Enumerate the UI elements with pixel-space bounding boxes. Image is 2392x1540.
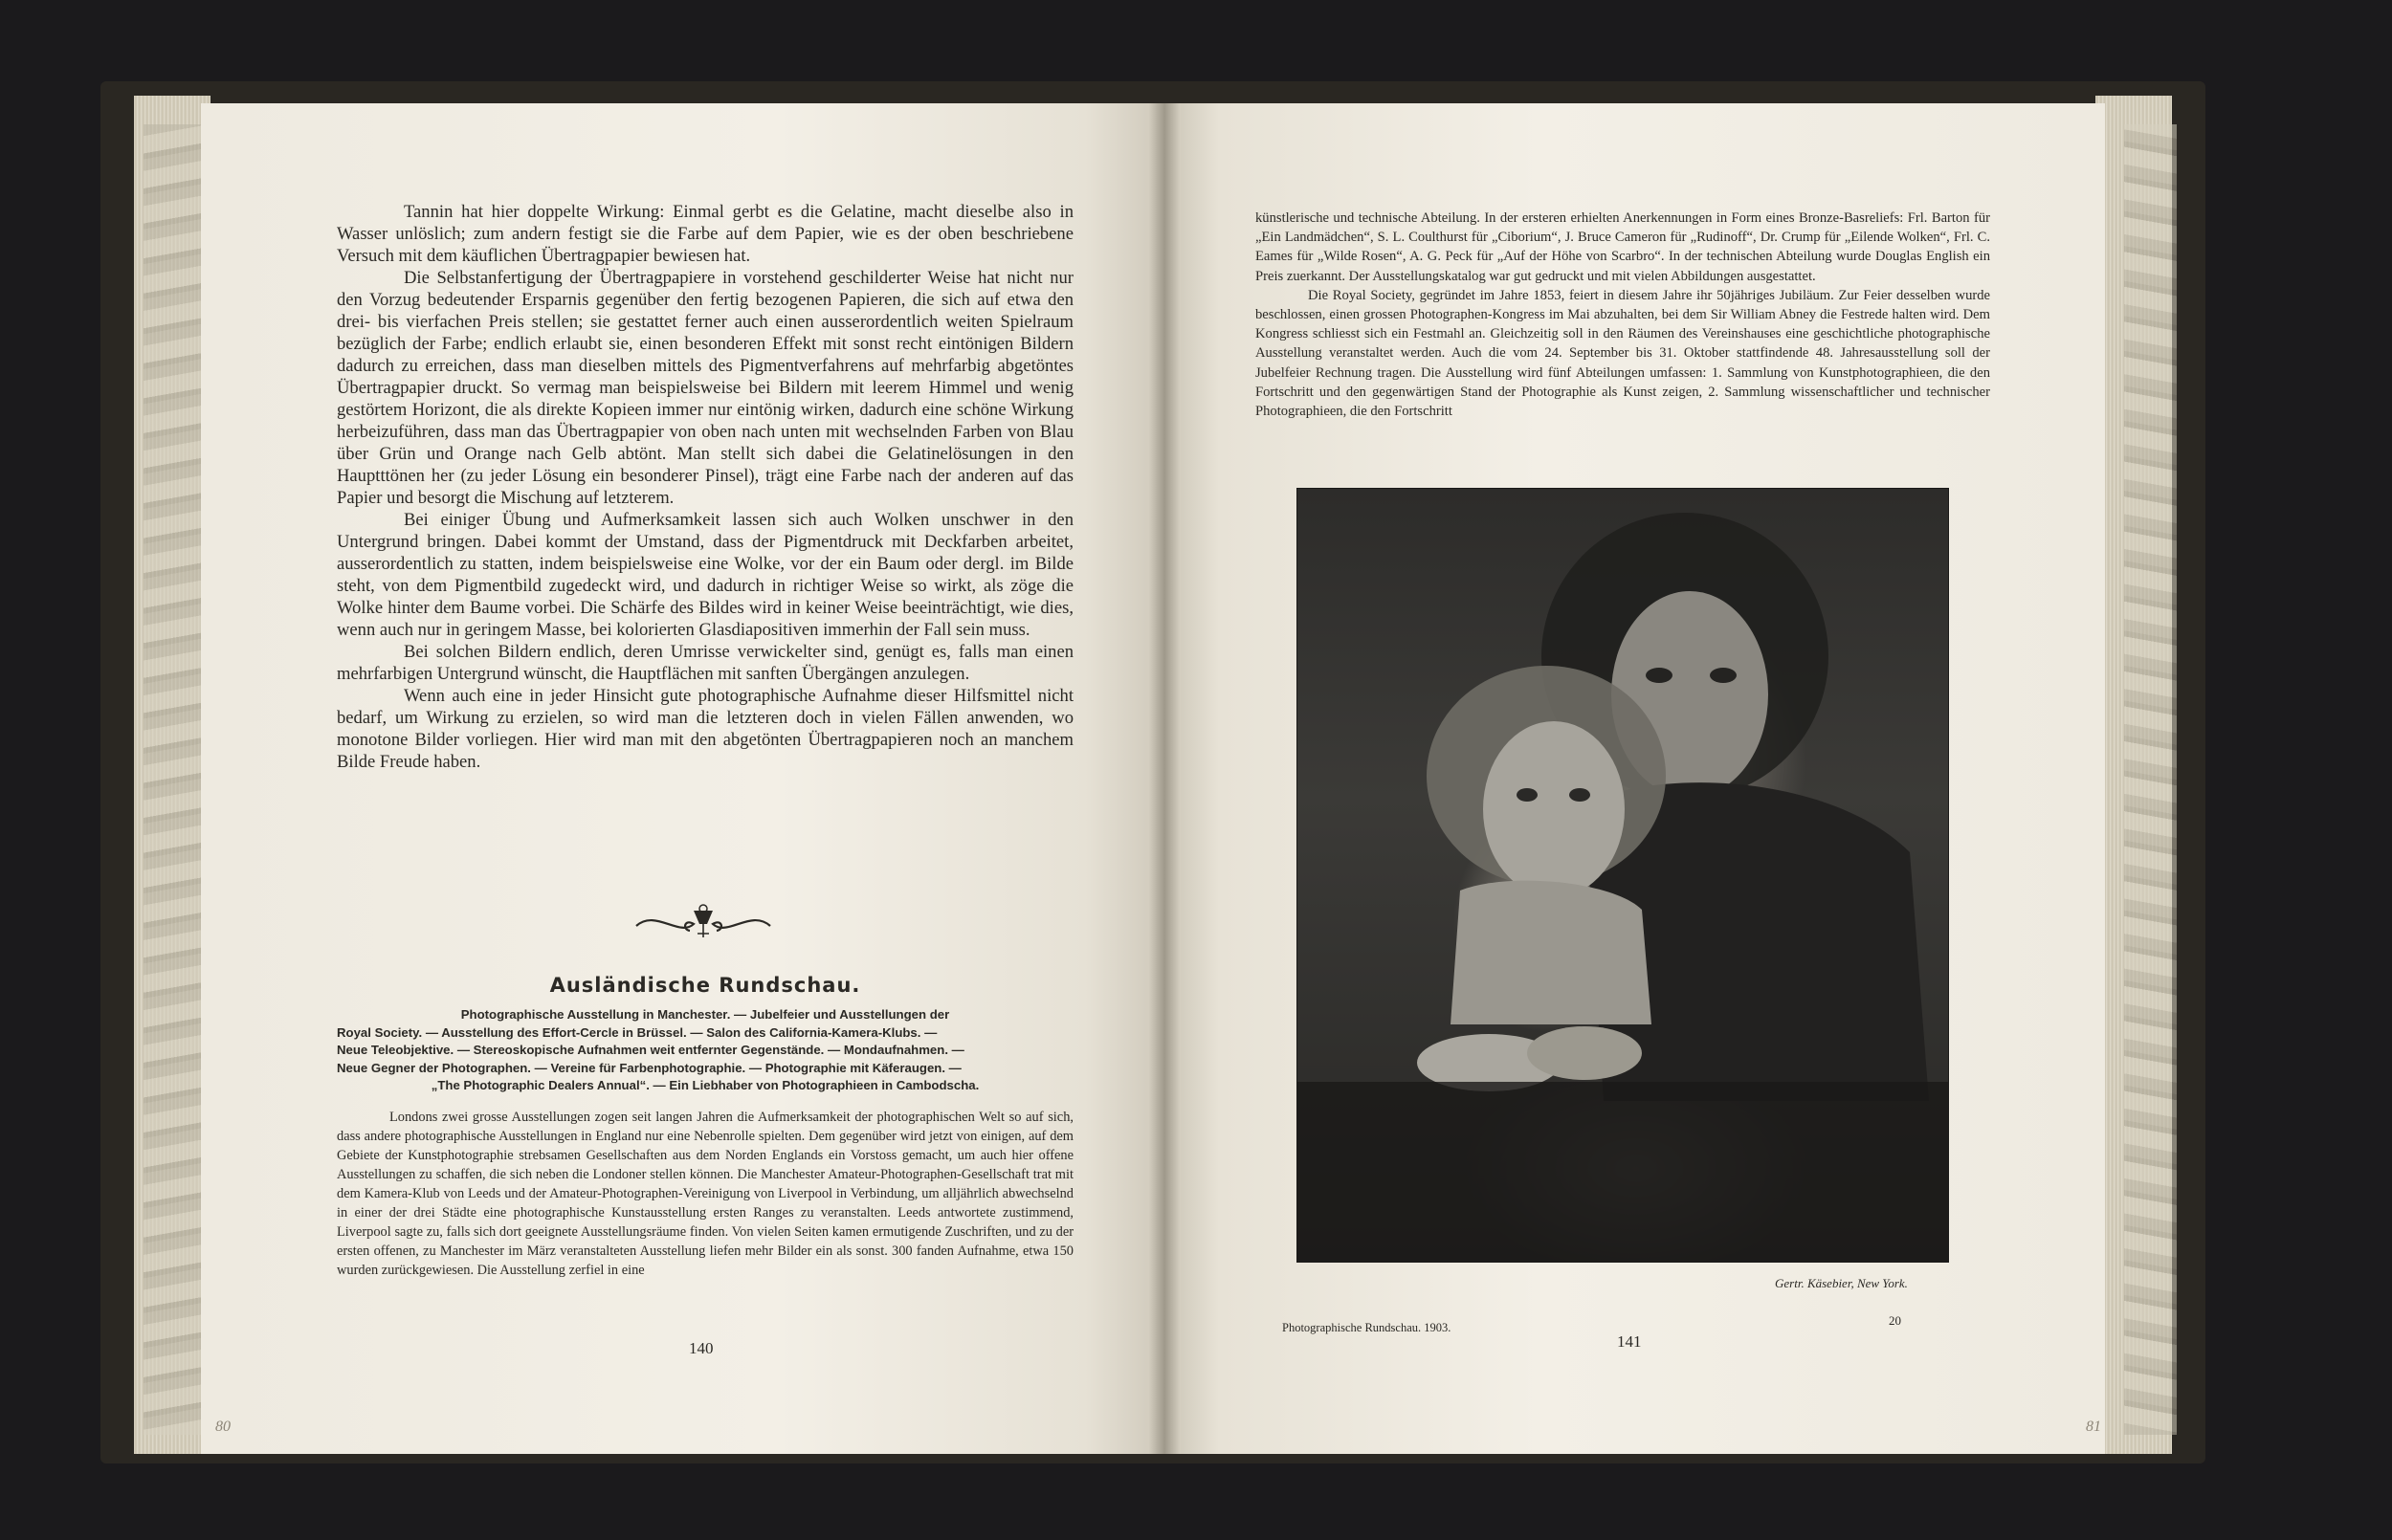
marbled-edge-left <box>144 124 201 1435</box>
right-body-text <box>1255 209 1990 421</box>
paragraph: künstlerische und technische Abteilung. In der ersteren erhielten Anerkennungen in Form eines Bronze-Basreliefs: Frl. Barton für „Ein Landmädchen“, S. L. Coulthurst für „Ciborium“, J. Bruce Cameron für „Rudinoff“, Dr. Crump für „Eilende Wolken“, Frl. C. Eames für „Wilde Rosen“, A. G. Peck für „Auf der Höhe von Scarbro“. In der technischen Abteilung wurde Douglas English ein Preis zuerkannt. Der Ausstellungskatalog war gut gedruckt und mit vielen Abbildungen ausgestattet. <box>1255 210 1990 284</box>
summary-line: Royal Society. — Ausstellung des Effort-Cercle in Brüssel. — Salon des California-Kamera-Klubs. — <box>337 1024 938 1040</box>
sheet-number: 20 <box>1889 1313 1901 1328</box>
article-text <box>337 1108 1074 1280</box>
paragraph: Tannin hat hier doppelte Wirkung: Einmal gerbt es die Gelatine, macht dieselbe also in Wasser unlöslich; zum andern festigt sie die Farbe auf dem Papier, wie es der oben beschriebene Versuch mit dem käuflichen Übertragpapier bewiesen hat. <box>337 202 1074 266</box>
summary-line: Photographische Ausstellung in Manchester. — Jubelfeier und Ausstellungen der <box>460 1007 950 1022</box>
paragraph: Die Royal Society, gegründet im Jahre 1853, feiert in diesem Jahre ihr 50jähriges Jubiläum. Zur Feier desselben wurde beschlossen, einen grossen Photographen-Kongress im Mai abzuhalten, bei dem Sir William Abney die Festrede halten wird. Dem Kongress schliesst sich ein Festmahl an. Gleichzeitig soll in den Räumen des Vereinshauses eine geschichtliche photographische Ausstellung veranstaltet werden. Auch die vom 24. September bis 31. Oktober stattfindende 48. Jahresausstellung soll der Jubelfeier Rechnung tragen. Die Ausstellung wird fünf Abteilungen umfassen: 1. Sammlung von Kunstphotographieen, die den Fortschritt und den gegenwärtigen Stand der Photographie als Kunst zeigen, 2. Sammlung wissenschaftlicher und technischer Photographieen, die den Fortschritt <box>1255 287 1990 420</box>
marbled-edge-right <box>2124 124 2177 1435</box>
plate-title: Photographische Rundschau. 1903. <box>1282 1321 1451 1334</box>
page-number-right: 141 <box>1617 1332 1642 1351</box>
summary-line: Neue Teleobjektive. — Stereoskopische Aufnahmen weit entfernter Gegenstände. — Mondaufnahmen. — <box>337 1043 964 1057</box>
section-title: Ausländische Rundschau. <box>549 974 861 997</box>
photo-credit: Gertr. Käsebier, New York. <box>1775 1276 1908 1290</box>
paragraph: Bei einiger Übung und Aufmerksamkeit lassen sich auch Wolken unschwer in den Untergrund bringen. Dabei kommt der Umstand, dass der Pigmentdruck mit Deckfarben arbeitet, ausserordentlich zu statten, indem beispielsweise eine Wolke, vor der ein Baum oder dergl. im Bilde steht, von dem Pigmentbild zugedeckt wird, und dadurch in richtiger Weise so wirkt, als zöge die Wolke hinter dem Baume vorbei. Die Schärfe des Bildes wird in keiner Weise beeinträchtigt, wie dies, wenn auch nur in geringem Masse, bei kolorierten Glasdiapositiven immerhin der Fall sein muss. <box>337 510 1074 640</box>
summary-line: „The Photographic Dealers Annual“. — Ein Liebhaber von Photographieen in Cambodscha. <box>431 1078 980 1092</box>
section-summary <box>337 1006 1074 1095</box>
page-number-left: 140 <box>689 1339 714 1357</box>
pencil-mark-right: 81 <box>2086 1419 2101 1435</box>
portrait-image <box>1297 489 1948 1262</box>
book-gutter <box>1148 103 1181 1454</box>
paragraph: Londons zwei grosse Ausstellungen zogen seit langen Jahren die Aufmerksamkeit der photographischen Welt so auf sich, dass andere photographische Ausstellungen in England nur eine Nebenrolle spielten. Dem gegenüber wird jetzt von einigen, auf dem Gebiete der Kunstphotographie strebsamen Gesellschaften aus dem Norden Englands ein Vorstoss gemacht, um auch hier offene Ausstellungen zu schaffen, die sich neben die Londoner stellen können. Die Manchester Amateur-Photographen-Gesellschaft trat mit dem Kamera-Klub von Leeds und der Amateur-Photographen-Vereinigung von Liverpool in Verbindung, um alljährlich abwechselnd in einer der drei Städte eine photographische Kunstausstellung ersten Ranges zu veranstalten. Leeds antwortete zustimmend, Liverpool sagte zu, falls sich dort geeignete Ausstellungsräume finden. Von vielen Seiten kamen ermutigende Zuschriften, und zu der ersten offenen, zu Manchester im März veranstalteten Ausstellung liefen mehr Bilder ein als sonst. 300 fanden Aufnahme, etwa 150 wurden zurückgewiesen. Die Ausstellung zerfiel in eine <box>337 1110 1074 1278</box>
paragraph: Die Selbstanfertigung der Übertragpapiere in vorstehend geschilderter Weise hat nicht nur den Vorzug bedeutender Ersparnis gegenüber den fertig bezogenen Papieren, die sich auf etwa den drei- bis vierfachen Preis stellen; sie gestattet ferner auch einen ausserordentlich weiten Spielraum bezüglich der Farbe; endlich erlaubt sie, einen besonderen Effekt mit sonst recht eintönigen Bildern dadurch zu erreichen, dass man dieselben mittels des Pigmentverfahrens auf mehrfarbig abgetöntes Übertragpapier druckt. So vermag man beispielsweise bei Bildern mit leerem Himmel und wenig gestörtem Horizont, die als direkte Kopieen immer nur eintönig wirken, dadurch eine schöne Wirkung herbeizuführen, dass man das Übertragpapier von oben nach unten mit wechselnden Farben von Blau über Grün und Orange nach Gelb abtönt. Man stellt sich dabei die Gelatinelösungen in den Hauptttönen her (zu jeder Lösung ein besonderer Pinsel), trägt eine Farbe nach der anderen auf das Papier und besorgt die Mischung auf letzterem. <box>337 268 1074 508</box>
left-body-text <box>337 201 1074 773</box>
pencil-mark-left: 80 <box>215 1419 231 1435</box>
ornament-icon <box>627 899 780 947</box>
paragraph: Bei solchen Bildern endlich, deren Umrisse verwickelter sind, genügt es, falls man einen mehrfarbigen Untergrund wünscht, die Hauptflächen mit sanften Übergängen anzulegen. <box>337 642 1074 684</box>
paragraph: Wenn auch eine in jeder Hinsicht gute photographische Aufnahme dieser Hilfsmittel nicht bedarf, um Wirkung zu erzielen, so wird man die letzteren doch in vielen Fällen anwenden, wo monotone Bilder vorliegen. Hier wird man mit den abgetönten Übertragpapieren noch an manchem Bilde Freude haben. <box>337 686 1074 772</box>
portrait-photograph <box>1296 488 1949 1263</box>
summary-line: Neue Gegner der Photographen. — Vereine für Farbenphotographie. — Photographie mit Käferaugen. — <box>337 1060 962 1075</box>
